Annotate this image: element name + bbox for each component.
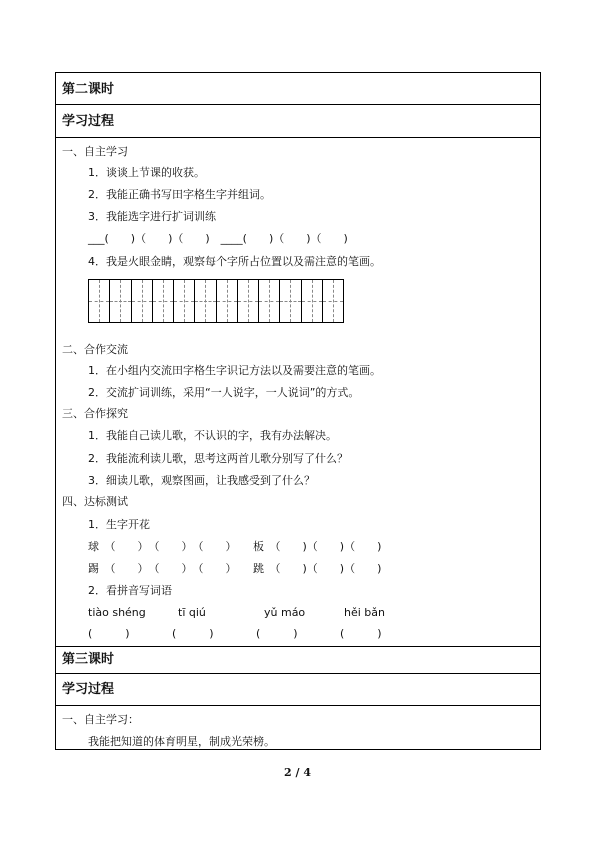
character-expansion-row: 球 （ ） （ ） （ ） 板 （ )（ )（ ) — [88, 540, 382, 553]
word-expansion-blanks: ___( )（ )（ ) ____( )（ )（ ) — [88, 232, 348, 245]
lesson2-process-heading: 学习过程 — [62, 114, 115, 129]
list-item: 4．我是火眼金睛，观察每个字所占位置以及需注意的笔画。 — [88, 255, 381, 268]
list-item: 1．生字开花 — [88, 518, 150, 531]
list-item: 我能把知道的体育明星，制成光荣榜。 — [88, 735, 275, 748]
pinyin-word: yǔ máo — [264, 606, 306, 619]
list-item: 1．谈谈上节课的收获。 — [88, 166, 205, 179]
divider — [55, 104, 541, 105]
lesson3-title: 第三课时 — [62, 652, 115, 667]
section-exploration: 三、合作探究 — [62, 407, 128, 420]
list-item: 3．我能选字进行扩词训练 — [88, 210, 216, 223]
character-expansion-row: 踢 （ ） （ ） （ ） 跳 （ )（ )（ ) — [88, 562, 382, 575]
answer-bracket: ( ) — [256, 627, 298, 640]
page-number: 2 / 4 — [284, 766, 311, 779]
pinyin-word: tī qiú — [178, 606, 206, 619]
list-item: 1．我能自己读儿歌，不认识的字，我有办法解决。 — [88, 429, 337, 442]
divider — [55, 705, 541, 706]
divider — [55, 646, 541, 647]
lesson3-process-heading: 学习过程 — [62, 682, 115, 697]
section-self-study: 一、自主学习： — [62, 713, 139, 726]
list-item: 1．在小组内交流田字格生字识记方法以及需要注意的笔画。 — [88, 364, 381, 377]
tianzige-grid — [88, 279, 344, 323]
list-item: 2．看拼音写词语 — [88, 584, 172, 597]
pinyin-word: hěi bǎn — [344, 606, 385, 619]
list-item: 3．细读儿歌，观察图画，让我感受到了什么？ — [88, 474, 315, 487]
section-test: 四、达标测试 — [62, 495, 128, 508]
pinyin-word: tiào shéng — [88, 606, 146, 619]
section-cooperation: 二、合作交流 — [62, 343, 128, 356]
section-self-study: 一、自主学习 — [62, 145, 128, 158]
list-item: 2．交流扩词训练，采用“一人说字，一人说词”的方式。 — [88, 386, 360, 399]
list-item: 2．我能流利读儿歌，思考这两首儿歌分别写了什么？ — [88, 452, 348, 465]
divider — [55, 673, 541, 674]
answer-bracket: ( ) — [172, 627, 214, 640]
lesson2-title: 第二课时 — [62, 82, 115, 97]
answer-bracket: ( ) — [88, 627, 130, 640]
answer-bracket: ( ) — [340, 627, 382, 640]
list-item: 2．我能正确书写田字格生字并组词。 — [88, 188, 271, 201]
divider — [55, 137, 541, 138]
